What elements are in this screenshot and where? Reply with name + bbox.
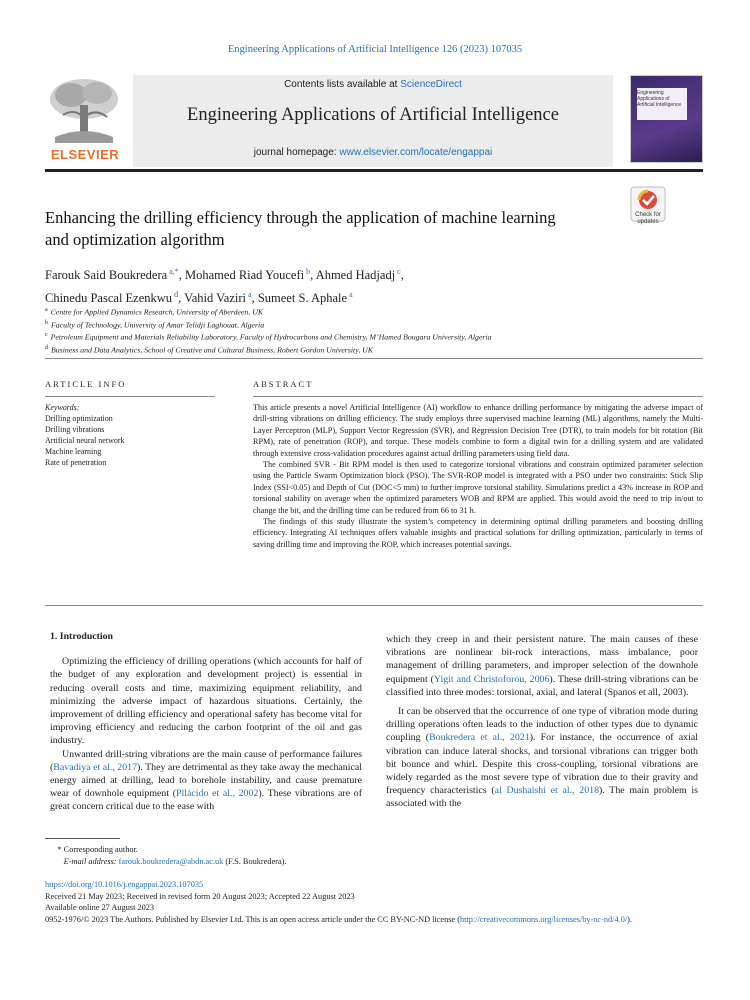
keyword: Drilling optimization <box>45 414 113 423</box>
received-dates: Received 21 May 2023; Received in revised form 20 August 2023; Accepted 22 August 2023 <box>45 891 355 901</box>
body-paragraph: which they creep in and their persistent nature. The main causes of these vibrations are nonlinear bit-rock interactions, mass imbalance, poor management of drilling parameters, and improper selection of the downhole equipment (Yigit and Christoforou, 2006). These drill-string vibrations can be classified into three modes: torsional, axial, and lateral (Spanos et all, 2003). <box>386 634 698 698</box>
author-affiliation-marker[interactable]: c <box>395 267 401 276</box>
footnote: * Corresponding author. E-mail address: farouk.boukredera@abdn.ac.uk (F.S. Boukredera). <box>45 845 287 866</box>
abstract-paragraph: This article presents a novel Artificial Intelligence (AI) workflow to enhance drilling performance by mitigating the adverse impact of drill-string vibrations on drilling efficiency. The study employs three supervised machine learning (ML) algorithms, namely the Multi-Layer Perceptron (MLP), Support Vector Regression (SVR), and Regression Decision Tree (DTR), to train models for bit rotation (Bit RPM), rate of penetration (ROP), and torque. These models combine to form a digital twin for a drilling system and are validated through extensive cross-validation procedures against actual drilling parameters using field data. <box>253 403 703 458</box>
abstract-paragraph: The combined SVR - Bit RPM model is then used to categorize torsional vibrations and constrain optimized parameter selection using the Particle Swarm Optimization block (PSO). The SVR-ROP model is integrated with a PSO under two constraints: Stick Slip Index (SSI<0.05) and Depth of Cut (DOC<5 mm) to further improve torsional stability. Simulations predict a 43% increase in ROP and torsional stability on average when the optimized parameters WOB and RPM are applied. This would avoid the need to trip in/out to change the bit, and the drilling time can be reduced from 66 to 31 h. <box>253 460 703 515</box>
article-title: Enhancing the drilling efficiency through the application of machine learning and optimization algorithm <box>45 208 556 249</box>
contents-line: Contents lists available at ScienceDirect <box>284 79 462 90</box>
homepage-line: journal homepage: www.elsevier.com/locate/engappai <box>253 147 493 158</box>
author-affiliation-marker[interactable]: a <box>246 290 252 300</box>
keyword: Artificial neural network <box>45 436 125 445</box>
article-info-divider <box>45 396 215 397</box>
keyword: Drilling vibrations <box>45 425 105 434</box>
journal-homepage-link[interactable]: www.elsevier.com/locate/engappai <box>339 147 493 158</box>
body-paragraph: It can be observed that the occurrence of one type of vibration mode during drilling operations often leads to the induction of other types due to dynamic coupling (Boukredera et al., 2021). For instance, the occurrence of axial vibration can induce lateral shocks, and torsional vibrations can trigger both bit bounce and whirl. Despite this cross-coupling, torsional vibrations are widely regarded as the most severe type of vibration due to their gravity and frequency characteristics (al Dushaishi et al., 2018). The main problem is associated with the <box>386 706 698 810</box>
affiliation: $^b$ Faculty of Technology, University of Amar Telidji Laghouat, Algeria <box>45 319 265 330</box>
article-info-heading: ARTICLE INFO <box>45 379 127 389</box>
abstract-text <box>253 402 703 550</box>
license-line: 0952-1976/© 2023 The Authors. Published by Elsevier Ltd. This is an open access article under the CC BY-NC-ND license (http://creativecommons.org/licenses/by-nc-nd/4.0/). <box>45 914 632 924</box>
publisher-name: ELSEVIER <box>50 147 120 162</box>
check-for-updates-label[interactable]: Check for updates <box>635 212 661 225</box>
body-column-right <box>386 633 698 811</box>
author-affiliation-marker[interactable]: b <box>304 267 311 276</box>
author-affiliation-marker[interactable]: d <box>172 290 179 300</box>
corresponding-author-note: Corresponding author. <box>63 845 138 854</box>
email-label: E-mail address: <box>63 857 119 866</box>
body-paragraph: Optimizing the efficiency of drilling operations (which accounts for half of the budget of any exploration and development project) is essential in reducing overall costs and time, maximizing equipment reliability, and minimizing the adverse impact of hazardous situations. Certainly, the improvement of drilling efficiency and operational safety has become vital for improving efficiency and reducing the carbon footprint of the oil and gas industry. <box>50 656 362 747</box>
abstract-bottom-divider <box>45 605 703 606</box>
journal-title: Engineering Applications of Artificial Intelligence <box>187 105 559 125</box>
citation-link[interactable]: Pllácido et al., 2002 <box>176 788 259 800</box>
keywords-block <box>45 402 215 468</box>
footnote-divider <box>45 838 120 839</box>
keyword: Machine learning <box>45 447 102 456</box>
journal-reference[interactable]: Engineering Applications of Artificial Intelligence 126 (2023) 107035 <box>227 44 523 55</box>
abstract-paragraph: The findings of this study illustrate the system’s competency in determining optimal drilling parameters and boosting drilling efficiency. Integrating AI techniques offers valuable insights and practical solutions for drilling optimization, particularly in terms of saving drilling time and improving the ROP, which increases potential savings. <box>253 517 703 549</box>
publication-info <box>45 879 705 925</box>
journal-cover-thumbnail[interactable] <box>630 75 703 163</box>
citation-link[interactable]: Yigit and Christoforou, 2006 <box>433 673 550 685</box>
section-heading: 1. Introduction <box>50 631 113 642</box>
keyword: Rate of penetration <box>45 458 107 467</box>
doi-link[interactable]: https://doi.org/10.1016/j.engappai.2023.107035 <box>45 880 204 889</box>
affiliation: $^d$ Business and Data Analytics, School of Creative and Cultural Business, Robert Gordon University, UK <box>45 344 373 355</box>
citation-link[interactable]: Boukredera et al., 2021 <box>429 732 530 744</box>
citation-link[interactable]: al Dushaishi et al., 2018 <box>494 785 600 797</box>
author-name: Ahmed Hadjadj <box>315 268 396 283</box>
author-name: Farouk Said Boukredera <box>45 268 168 283</box>
available-online: Available online 27 August 2023 <box>45 903 155 913</box>
journal-banner <box>133 75 613 167</box>
author-name: Chinedu Pascal Ezenkwu <box>45 291 173 306</box>
cover-title: Engineering Applications of Artificial Intelligence <box>637 90 682 108</box>
sciencedirect-link[interactable]: ScienceDirect <box>400 79 462 90</box>
affiliation: $^c$ Petroleum Equipment and Materials Reliability Laboratory, Faculty of Hydrocarbons and Chemistry, M’Hamed Bougara University, Algeria <box>45 332 492 342</box>
license-link[interactable]: http://creativecommons.org/licenses/by-nc-nd/4.0/ <box>460 914 628 924</box>
citation-link[interactable]: Bavadiya et al., 2017 <box>53 761 138 773</box>
author-name: Vahid Vaziri <box>184 291 247 306</box>
body-paragraph: Unwanted drill-string vibrations are the main cause of performance failures (Bavadiya et al., 2017). They are detrimental as they take away the mechanical energy aimed at drilling, lead to borehole instability, and cause premature wear of downhole equipment (Pllácido et al., 2002). These vibrations are of great concern critical due to the ease with <box>50 748 362 813</box>
affiliation-list <box>45 305 645 355</box>
author-list: Farouk Said Boukredera $^{a,*}$, Mohamed Riad Youcefi $^b$, Ahmed Hadjadj $^c$, Chinedu Pascal Ezenkwu $^d$, Vahid Vaziri $^a$, Sumeet S. Aphale $^a$ <box>45 267 404 306</box>
abstract-heading: ABSTRACT <box>253 379 314 389</box>
body-column-left <box>50 630 362 814</box>
author-affiliation-marker[interactable]: a,* <box>167 267 179 276</box>
author-email-link[interactable]: farouk.boukredera@abdn.ac.uk <box>118 857 224 866</box>
author-name: Mohamed Riad Youcefi <box>185 268 305 283</box>
keywords-label: Keywords: <box>45 403 80 412</box>
author-affiliation-marker[interactable]: a <box>347 290 353 300</box>
author-name: Sumeet S. Aphale <box>257 291 348 306</box>
header-divider <box>45 169 703 172</box>
affiliation: $^a$ Centre for Applied Dynamics Research, University of Aberdeen, UK <box>45 307 264 317</box>
affiliation-divider <box>45 358 703 359</box>
journal-header <box>45 75 703 171</box>
abstract-divider <box>253 396 703 397</box>
